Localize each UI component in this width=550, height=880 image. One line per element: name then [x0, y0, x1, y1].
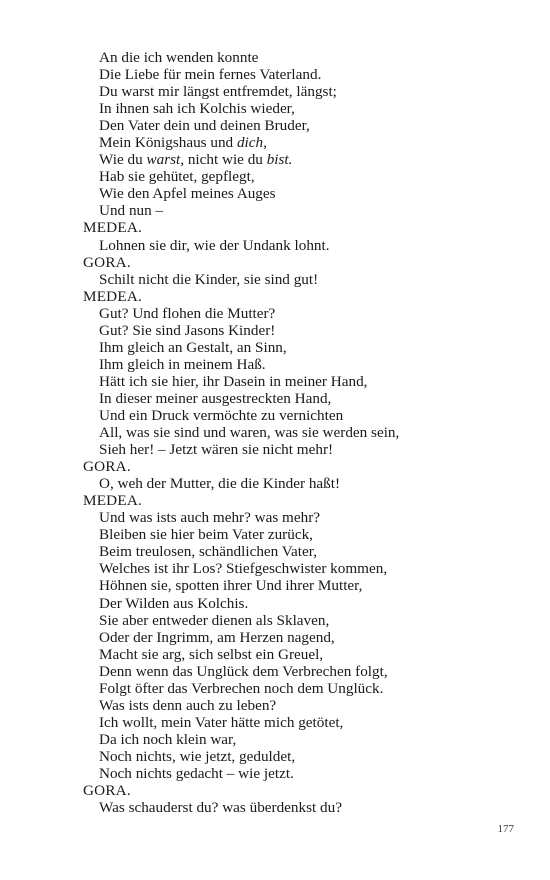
line-text: Hätt ich sie hier, ihr Dasein in meiner Hand, [99, 372, 368, 390]
verse-line [83, 271, 523, 288]
verse-line [83, 339, 523, 356]
verse-line [83, 305, 523, 322]
verse-line [83, 543, 523, 560]
verse-line [83, 134, 523, 151]
verse-line [83, 577, 523, 594]
verse-line [83, 612, 523, 629]
line-text: Und was ists auch mehr? was mehr? [99, 509, 320, 527]
verse-line [83, 117, 523, 134]
line-text: MEDEA. [83, 492, 142, 510]
line-text: Sieh her! – Jetzt wären sie nicht mehr! [99, 441, 334, 459]
line-text: Und nun – [99, 202, 164, 220]
line-text: Folgt öfter das Verbrechen noch dem Unglück. [99, 679, 384, 697]
verse-line [83, 765, 523, 782]
line-text: Höhnen sie, spotten ihrer Und ihrer Mutter, [99, 577, 363, 595]
line-text: Die Liebe für mein fernes Vaterland. [99, 66, 322, 84]
line-text: Macht sie arg, sich selbst ein Greuel, [99, 645, 324, 663]
line-text: Den Vater dein und deinen Bruder, [99, 117, 310, 135]
verse-line [83, 390, 523, 407]
line-text: Ich wollt, mein Vater hätte mich getötet, [99, 713, 344, 731]
verse-line [83, 595, 523, 612]
verse-line [83, 748, 523, 765]
line-text: Du warst mir längst entfremdet, längst; [99, 83, 337, 101]
verse-line [83, 237, 523, 254]
line-text: Gut? Sie sind Jasons Kinder! [99, 321, 276, 339]
line-text: Da ich noch klein war, [99, 730, 237, 748]
line-text: GORA. [83, 458, 131, 476]
verse-line [83, 356, 523, 373]
emphasized-text: warst, [146, 151, 185, 169]
line-text: Wie den Apfel meines Auges [99, 185, 276, 203]
line-text: Mein Königshaus und [99, 134, 237, 152]
line-text: An die ich wenden konnte [99, 49, 259, 66]
line-text: Welches ist ihr Los? Stiefgeschwister kommen, [99, 560, 388, 578]
line-text: MEDEA. [83, 287, 142, 305]
line-text: Was ists denn auch zu leben? [99, 696, 277, 714]
verse-line [83, 799, 523, 816]
line-text: Und ein Druck vermöchte zu vernichten [99, 406, 344, 424]
line-text: Ihm gleich in meinem Haß. [99, 355, 266, 373]
speaker-name [83, 288, 523, 305]
line-text: Denn wenn das Unglück dem Verbrechen folgt, [99, 662, 388, 680]
line-text: Was schauderst du? was überdenkst du? [99, 799, 342, 817]
verse-line [83, 697, 523, 714]
line-text: GORA. [83, 253, 131, 271]
line-text: Gut? Und flohen die Mutter? [99, 304, 276, 322]
line-text: In ihnen sah ich Kolchis wieder, [99, 100, 295, 118]
line-text: Noch nichts gedacht – wie jetzt. [99, 764, 294, 782]
verse-line [83, 407, 523, 424]
verse-line [83, 202, 523, 219]
verse-line [83, 49, 523, 66]
verse-line [83, 680, 523, 697]
line-text: In dieser meiner ausgestreckten Hand, [99, 389, 332, 407]
verse-line [83, 714, 523, 731]
verse-line [83, 185, 523, 202]
verse-line [83, 424, 523, 441]
verse-line [83, 322, 523, 339]
line-text: All, was sie sind und waren, was sie werden sein, [99, 424, 400, 442]
verse-line [83, 560, 523, 577]
line-text: GORA. [83, 782, 131, 800]
verse-line [83, 646, 523, 663]
verse-line [83, 526, 523, 543]
verse-line [83, 151, 523, 168]
line-text: Schilt nicht die Kinder, sie sind gut! [99, 270, 319, 288]
speaker-name [83, 219, 523, 236]
speaker-name [83, 458, 523, 475]
line-text: Sie aber entweder dienen als Sklaven, [99, 611, 330, 629]
line-text: Oder der Ingrimm, am Herzen nagend, [99, 628, 335, 646]
line-text: Der Wilden aus Kolchis. [99, 594, 249, 612]
line-text: Bleiben sie hier beim Vater zurück, [99, 526, 313, 544]
verse-line [83, 441, 523, 458]
verse-line [83, 83, 523, 100]
speaker-name [83, 254, 523, 271]
speaker-name [83, 782, 523, 799]
drama-text [83, 49, 523, 816]
line-text: Wie du [99, 151, 147, 169]
speaker-name [83, 492, 523, 509]
verse-line [83, 475, 523, 492]
page-number: 177 [497, 823, 514, 835]
line-text: Ihm gleich an Gestalt, an Sinn, [99, 338, 287, 356]
verse-line [83, 66, 523, 83]
verse-line [83, 168, 523, 185]
line-text: Lohnen sie dir, wie der Undank lohnt. [99, 236, 330, 254]
verse-line [83, 100, 523, 117]
line-text: Beim treulosen, schändlichen Vater, [99, 543, 317, 561]
line-text: nicht wie du [184, 151, 267, 169]
line-text: MEDEA. [83, 219, 142, 237]
verse-line [83, 373, 523, 390]
emphasized-text: dich, [236, 134, 267, 152]
line-text: Hab sie gehütet, gepflegt, [99, 168, 255, 186]
line-text: O, weh der Mutter, die die Kinder haßt! [99, 475, 341, 493]
emphasized-text: bist. [266, 151, 293, 169]
verse-line [83, 663, 523, 680]
verse-line [83, 731, 523, 748]
line-text: Noch nichts, wie jetzt, geduldet, [99, 747, 296, 765]
verse-line [83, 629, 523, 646]
verse-line [83, 509, 523, 526]
